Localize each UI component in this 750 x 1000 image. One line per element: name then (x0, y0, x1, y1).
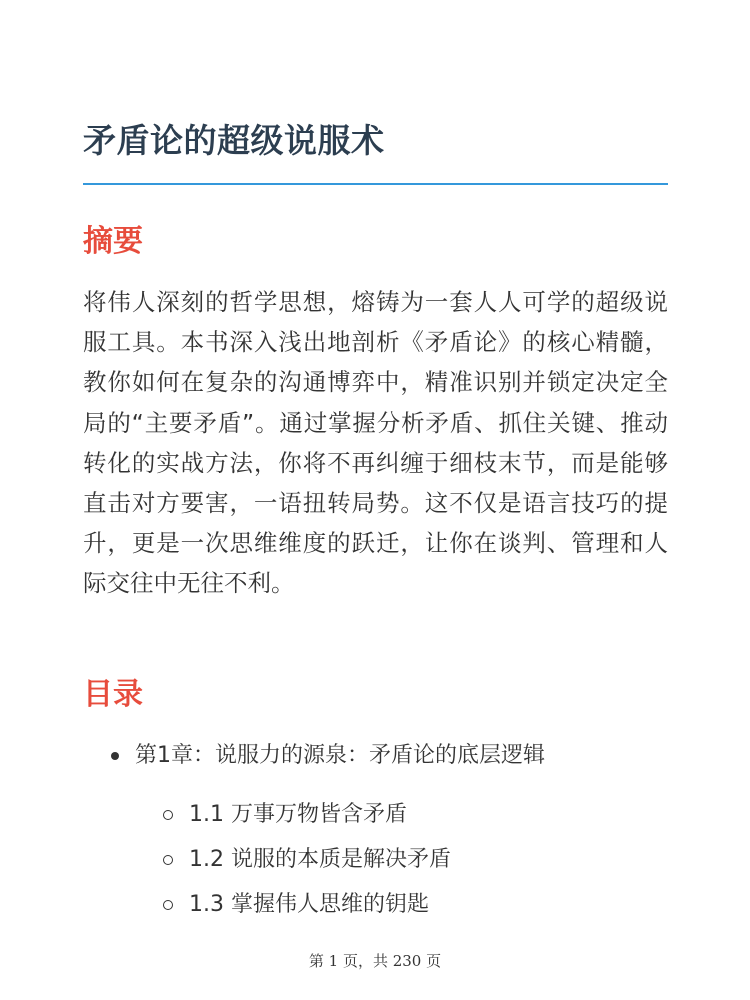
toc-section-label: 1.2 说服的本质是解决矛盾 (189, 847, 451, 872)
toc-section-item[interactable] (83, 837, 668, 882)
toc-section-item[interactable] (83, 882, 668, 927)
toc-section-label: 1.1 万事万物皆含矛盾 (189, 802, 407, 827)
toc-chapter-label: 第1章：说服力的源泉：矛盾论的底层逻辑 (135, 743, 545, 768)
toc-section-label: 1.3 掌握伟人思维的钥匙 (189, 892, 429, 917)
table-of-contents (83, 734, 668, 927)
abstract-paragraph: 将伟人深刻的哲学思想，熔铸为一套人人可学的超级说服工具。本书深入浅出地剖析《矛盾论》的核心精髓，教你如何在复杂的沟通博弈中，精准识别并锁定决定全局的“主要矛盾”。通过掌握分析矛盾、抓住关键、推动转化的实战方法，你将不再纠缠于细枝末节，而是能够直击对方要害，一语扭转局势。这不仅是语言技巧的提升，更是一次思维维度的跃迁，让你在谈判、管理和人际交往中无往不利。 (83, 288, 668, 598)
bullet-icon (111, 752, 119, 760)
toc-heading: 目录 (83, 677, 143, 712)
toc-section-item[interactable] (83, 792, 668, 837)
toc-chapter-item[interactable] (83, 734, 668, 778)
circle-bullet-icon (163, 900, 173, 910)
page-footer: 第 1 页，共 230 页 (308, 952, 442, 970)
document-title: 矛盾论的超级说服术 (83, 121, 385, 160)
circle-bullet-icon (163, 855, 173, 865)
toc-section-list (83, 792, 668, 927)
title-divider (83, 183, 668, 185)
abstract-heading: 摘要 (83, 224, 143, 259)
circle-bullet-icon (163, 810, 173, 820)
